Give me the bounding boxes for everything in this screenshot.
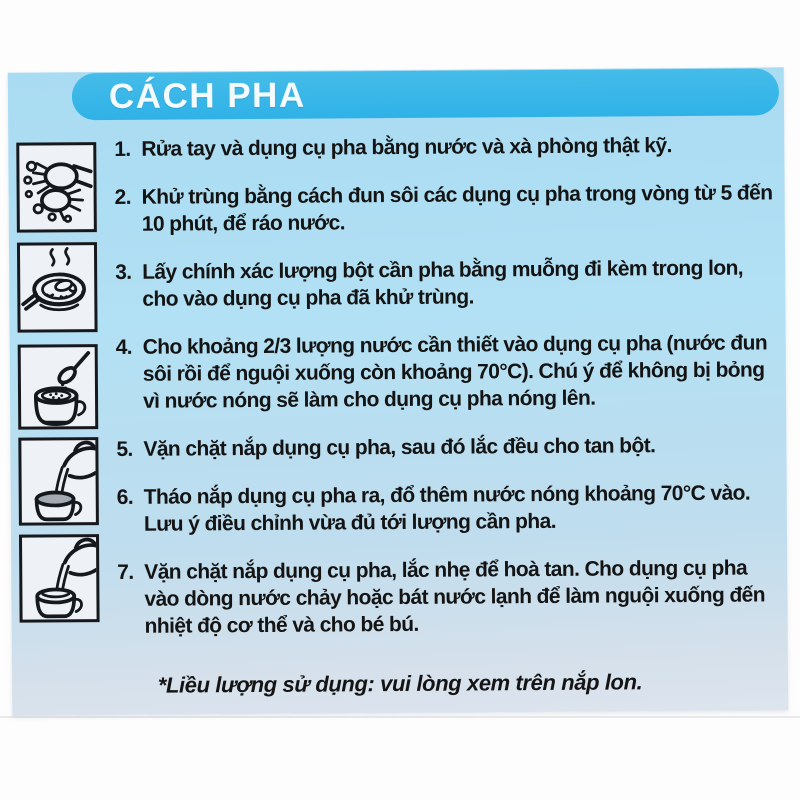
step-number: 4.	[115, 335, 133, 359]
steps-list	[114, 131, 784, 661]
step-text: Khử trùng bằng cách đun sôi các dụng cụ pha trong vòng từ 5 đến 10 phút, để ráo nước.	[141, 181, 773, 236]
step-number: 5.	[116, 437, 133, 461]
step-item-7	[117, 554, 784, 640]
step-number: 2.	[114, 185, 132, 209]
step-number: 1.	[114, 137, 131, 161]
step-item-3	[115, 254, 781, 313]
step-item-4	[116, 329, 783, 415]
step-item-5	[116, 431, 782, 463]
icon-box-top-up-water	[19, 534, 100, 623]
photo-bottom-edge-shadow	[0, 716, 800, 718]
step-text: Rửa tay và dụng cụ pha bằng nước và xà phòng thật kỹ.	[141, 134, 672, 161]
step-text: Vặn chặt nắp dụng cụ pha, sau đó lắc đều cho tan bột.	[143, 434, 656, 461]
icon-box-pour-water	[18, 437, 99, 526]
instructions-panel	[8, 67, 788, 715]
sterilize-boiling-pot-icon	[20, 245, 95, 330]
step-text: Cho khoảng 2/3 lượng nước cần thiết vào dụng cụ pha (nước đun sôi rồi để nguội xuống còn khoảng 70°C). Chú ý để không bị bỏng vì nước nóng sẽ làm cho dụng cụ pha nóng lên.	[142, 331, 768, 413]
page-title: CÁCH PHA	[108, 75, 306, 116]
step-item-1	[114, 131, 780, 163]
header-band	[72, 68, 779, 120]
step-text: Lấy chính xác lượng bột cần pha bằng muỗng đi kèm trong lon, cho vào dụng cụ pha đã khử trùng.	[142, 256, 744, 311]
icon-box-add-powder	[18, 344, 99, 430]
step-text: Tháo nắp dụng cụ pha ra, đổ thêm nước nóng khoảng 70°C vào. Lưu ý điều chỉnh vừa đủ tới lượng cần pha.	[143, 481, 751, 536]
step-number: 6.	[116, 485, 134, 509]
pour-water-top-up-cup-icon	[22, 537, 97, 620]
step-text: Vặn chặt nắp dụng cụ pha, lắc nhẹ để hoà tan. Cho dụng cụ pha vào dòng nước chảy hoặc bát nước lạnh để làm nguội xuống đến nhiệt độ cơ thể và cho bé bú.	[144, 556, 766, 638]
step-item-2	[115, 179, 781, 238]
icon-box-sterilize	[17, 242, 98, 333]
step-number: 3.	[115, 260, 132, 284]
step-item-6	[117, 479, 783, 538]
step-number: 7.	[117, 560, 134, 584]
dosage-note: *Liều lượng sử dụng: vui lòng xem trên nắp lon.	[157, 669, 643, 698]
pour-hot-water-into-cup-icon	[21, 440, 96, 523]
icon-box-handwash	[16, 142, 97, 233]
handwash-icon	[19, 145, 94, 230]
spoon-powder-into-cup-icon	[21, 347, 96, 427]
